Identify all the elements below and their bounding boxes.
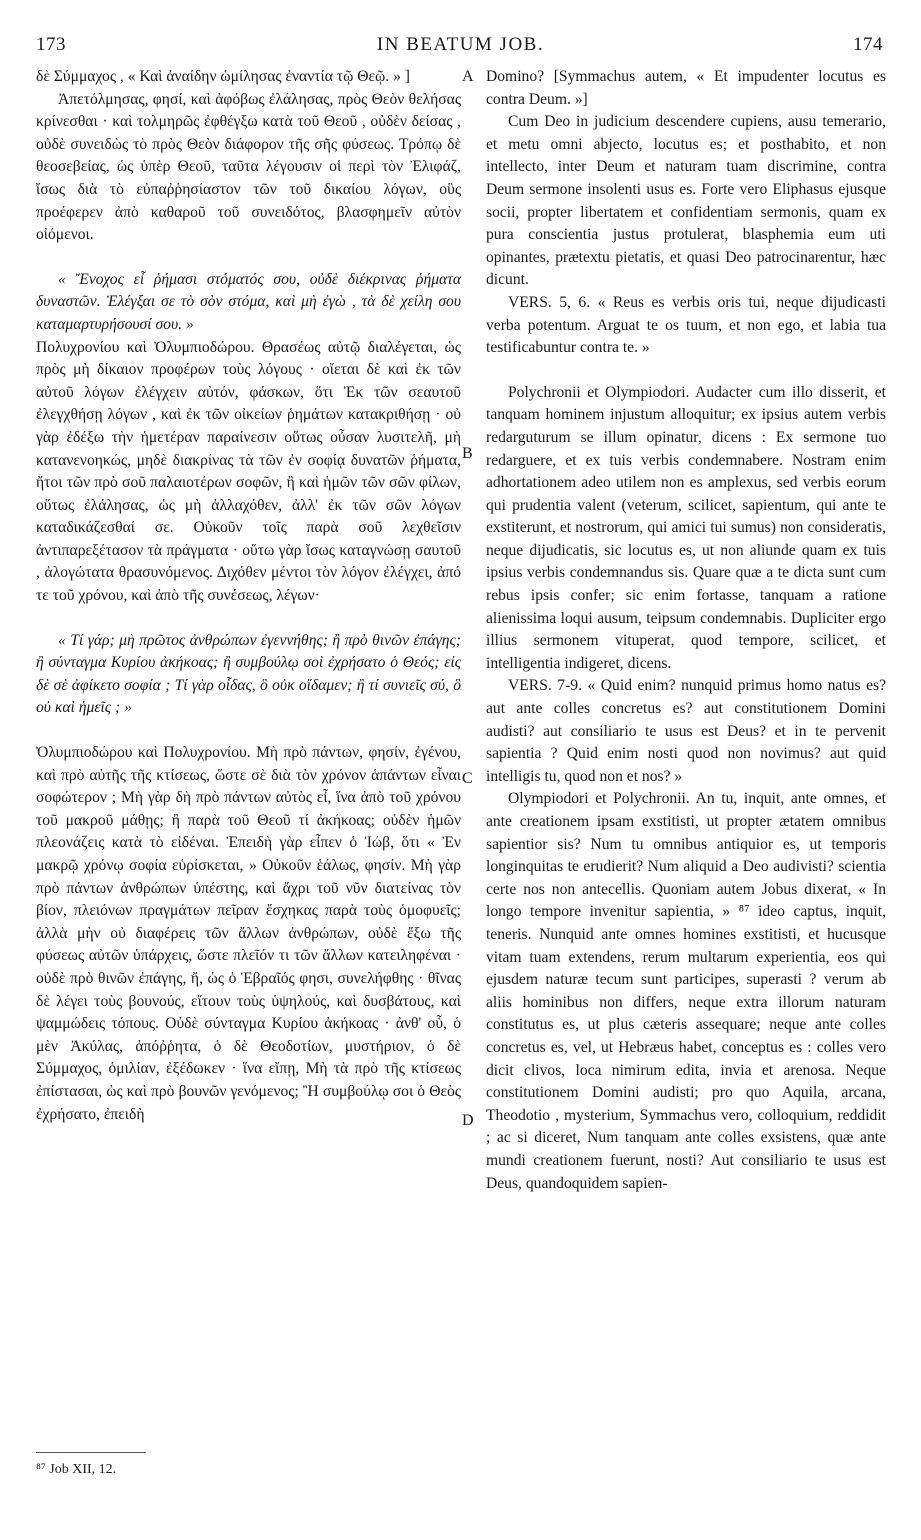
running-title: IN BEATUM JOB. — [376, 34, 545, 55]
page-number-right: 174 — [853, 34, 883, 55]
greek-commentary: Ὀλυμπιοδώρου καὶ Πολυχρονίου. Μὴ πρὸ πάντων, φησίν, ἐγένου, καὶ πρὸ αὐτῆς τῆς κτίσεως, ὥστε σὲ διὰ τὸν χρόνον ἁπάντων εἶναι σοφώτερον ; Μὴ γὰρ δὴ πρὸ πάντων αὐτὸς εἶ, ἵνα ἀπὸ τοῦ χρόνου τοῦ μακροῦ μάθῃς; ἢ παρὰ τοῦ Θεοῦ τί ἀκήκοας; οὐδὲν ἡμῶν πλεονάζεις κατὰ τὸ εἰδέναι. Ἐπειδὴ γὰρ εἶπεν ὁ Ἰώβ, ὅτι « Ἐν μακρῷ χρόνῳ σοφία εὑρίσκεται, » Οὐκοῦν ἑάλως, φησίν. Μὴ γὰρ πρὸ πάντων ἀνθρώπων ὑπέστης, καὶ ἄχρι τοῦ νῦν διατείνας τὸν βίον, πλειόνων πραγμάτων πεῖραν ἔσχηκας παρὰ τοὺς ὁμοφυεῖς; ἀλλὰ μὴν οὐ διαφέρεις τῶν ἄλλων ἀνθρώπων, οὐδὲ ἔξω τῆς φύσεως αὐτῶν ὑπάρχεις, ὥστε πλεῖόν τι τῶν ἄλλων κατειληφέναι · οὐδὲ πρὸ θινῶν ἐπάγης, ἤ, ὡς ὁ Ἑβραῖός φησι, συνελήφθης · θῖνας δὲ λέγει τοὺς βουνούς, εἴτουν τοὺς ὑψηλούς, καὶ δυσβάτους, καὶ ψαμμώδεις τόπους. Οὐδὲ σύνταγμα Κυρίου ἀκήκοας · ἀνθ' οὗ, ὁ μὲν Ἀκύλας, ἀπόῤῥητα, ὁ δὲ Θεοδοτίων, μυστήριον, ὁ δὲ Σύμμαχος, ὁμιλίαν, ἐξέδωκεν · ἵνα εἴπῃ, Μὴ τὰ πρὸ τῆς κτίσεως ἐπίστασαι, ὡς καὶ πρὸ βουνῶν γενόμενος; Ἢ συμβούλῳ σοι ὁ Θεὸς ἐχρήσατο, ἐπειδὴ — [36, 744, 461, 1123]
greek-scripture-quote: « Ἔνοχος εἶ ῥήμασι στόματός σου, οὐδὲ διέκρινας ῥήματα δυναστῶν. Ἐλέγξαι σε τὸ σὸν στόμα, καὶ μὴ ἐγὼ , τὰ δὲ χείλη σου καταμαρτυρήσουσί σου. » — [36, 270, 461, 333]
latin-column — [486, 66, 886, 1195]
footnote: ⁸⁷ Job XII, 12. — [36, 1462, 117, 1477]
latin-paragraph: Cum Deo in judicium descendere cupiens, ausu temerario, et metu omni abjecto, locutus es; et posthabito, et non intellecto, inter Deum et naturam tuam discrimine, contra Deum sermone insolenti usus es. Forte vero Eliphasus ejusque socii, propter libertatem et confidentiam sermonis, quam ex pura conscientia justus protulerat, blasphemia eum uti opinantes, prætextu pietatis, et quasi Deo patrocinarentur, hæc dicunt. — [486, 113, 886, 289]
greek-column — [36, 66, 461, 1126]
latin-commentary: Olympiodori et Polychronii. An tu, inquit, ante omnes, et ante creationem ipsam exstitisti, ut propter ætatem omnibus sapientior sis? Num tu omnibus antiquior es, ut temporis longinquitas te erudierit? Num aliquid a Deo audivisti? scientia certe nos non antecellis. Quoniam autem Jobus dixerat, « In longo tempore invenitur sapientia, » ⁸⁷ ideo captus, inquit, teneris. Nunquid ante omnes homines exstitisti, et hucusque vitam tuam extendens, rerum multarum experientia, eos qui ejusdem naturæ tecum sunt participes, superasti ? verum ab aliis hominibus non differs, neque extra illorum naturam constitutus es, ut plus cæteris assequare; neque ante colles concretus es, vel, ut Hebræus habet, conceptus es : colles vero dicit clivos, loca nimirum edita, invia et arenosa. Neque constitutionem Domini audisti; pro quo Aquila, arcana, Theodotio , mysterium, Symmachus vero, colloquium, reddidit ; ac si diceret, Num tanquam ante colles exsistens, quæ ante mundi creationem fuerunt, nosti? Aut consiliario te usus est Deus, quandoquidem sapien- — [486, 790, 886, 1192]
footnote-rule — [36, 1452, 146, 1453]
greek-scripture-quote: « Τί γάρ; μὴ πρῶτος ἀνθρώπων ἐγεννήθης; ἢ πρὸ θινῶν ἐπάγης; ἢ σύνταγμα Κυρίου ἀκήκοας; ἢ συμβούλῳ σοὶ ἐχρήσατο ὁ Θεός; εἰς δὲ σὲ ἀφίκετο σοφία ; Τί γὰρ οἶδας, ὃ οὐκ οἴδαμεν; ἢ τί συνιεῖς σύ, ὃ οὐ καὶ ἡμεῖς ; » — [36, 631, 461, 717]
margin-marker-b: B — [462, 445, 473, 462]
margin-marker-c: C — [462, 770, 473, 787]
margin-marker-d: D — [462, 1112, 474, 1129]
latin-verse: VERS. 7-9. « Quid enim? nunquid primus homo natus es? aut ante colles concretus es? aut constitutionem Domini audisti? aut consiliario te usus est Deus? et in te pervenit sapientia ? Quid enim nosti quod non novimus? aut quid intelligis tu, quod non et nos? » — [486, 677, 886, 785]
greek-paragraph: δὲ Σύμμαχος , « Καὶ ἀναίδην ὡμίλησας ἐναντία τῷ Θεῷ. » ] — [36, 68, 410, 85]
greek-paragraph: Ἀπετόλμησας, φησί, καὶ ἀφόβως ἐλάλησας, πρὸς Θεὸν θελήσας κρίνεσθαι · καὶ τολμηρῶς ἐφθέγξω κατὰ τοῦ Θεοῦ , οὐδὲν δείσας , οὐδὲ συνειδὼς τὸ πρὸς Θεὸν διάφορον τῆς σῆς φύσεως. Τρόπῳ δὲ θεοσεβείας, ὡς ὑπὲρ Θεοῦ, ταῦτα λέγουσιν οἱ περὶ τὸν Ἐλιφάζ, ἴσως διὰ τὸ εὐπαῤῥησίαστον τῶν τοῦ δικαίου λόγων, οὓς προέφερεν ἀπὸ καθαροῦ τοῦ συνειδότος, βλασφημεῖν αὐτὸν οἰόμενοι. — [36, 90, 461, 244]
margin-marker-a: A — [462, 68, 474, 85]
latin-verse: VERS. 5, 6. « Reus es verbis oris tui, neque dijudicasti verba potentum. Arguat te os tuum, et non ego, et labia tua testificabuntur contra te. » — [486, 293, 886, 357]
latin-commentary: Polychronii et Olympiodori. Audacter cum illo disserit, et tanquam hominem injustum alloquitur; ex ipsius autem verbis redarguturum se illum opinatur, dicens : Ex sermone tuo redarguere, et ex tuis verbis condemnabere. Nostram enim adhortationem adeo utilem non es amplexus, sed verbis eorum qui prudentia valent (veterum, scilicet, sapientum, qui ante te exstiterunt, et nostrorum, qui amici tui sumus) non consideratis, neque dijudicatis, sic locutus es, ut non aliunde quam ex tuis ipsius verbis condemnandus sis. Quare quæ a te dicta sunt cum rebus ipsis confer; sic enim fortasse, tanquam a ratione alienissima loqui ausum, teipsum condemnabis. Dupliciter ergo illius sermonem vituperat, quod tempore, scilicet, et intelligentia indigeret, dicens. — [486, 383, 886, 672]
latin-paragraph: Domino? [Symmachus autem, « Et impudenter locutus es contra Deum. »] — [486, 68, 886, 108]
page-number-left: 173 — [36, 34, 66, 55]
greek-commentary: Πολυχρονίου καὶ Ὀλυμπιοδώρου. Θρασέως αὐτῷ διαλέγεται, ὡς πρὸς μὴ δίκαιον προφέρων τοὺς λόγους · οἴεται δὲ καὶ ἐκ τῶν αὐτοῦ λόγων ἐλέγχειν αὐτόν, φάσκων, ὅτι Ἐκ τῶν σεαυτοῦ ἐλεγχθήσῃ λόγων , καὶ ἐκ τῶν οἰκείων ῥημάτων κατακριθήσῃ · οὐ γὰρ ἐδέξω τὴν ἡμετέραν παραίνεσιν οὕτως οὖσαν λυσιτελῆ, μὴ κατανενοηκώς, μηδὲ διακρίνας τὰ τῶν ἐν σοφίᾳ δυνατῶν ῥήματα, ἤτοι τῶν πρὸ σοῦ παλαιοτέρων σοφῶν, ἢ καὶ ἡμῶν τῶν σῶν φίλων, οὕτως ἐλάλησας, ὡς μὴ ἀλλαχόθεν, ἀλλ' ἐκ τῶν σῶν λόγων καταδικάζεσθαί σε. Οὐκοῦν τοῖς παρὰ σοῦ λεχθεῖσιν ἀντιπαρεξέτασον τὰ πράγματα · οὕτω γὰρ ἴσως καταγνώσῃ σαυτοῦ , ἀλογώτατα θρασυνόμενος. Διχόθεν μέντοι τὸν λόγον ἐλέγχει, ἀπό τε τοῦ χρόνου, καὶ ἀπὸ τῆς συνέσεως, λέγων· — [36, 338, 461, 605]
